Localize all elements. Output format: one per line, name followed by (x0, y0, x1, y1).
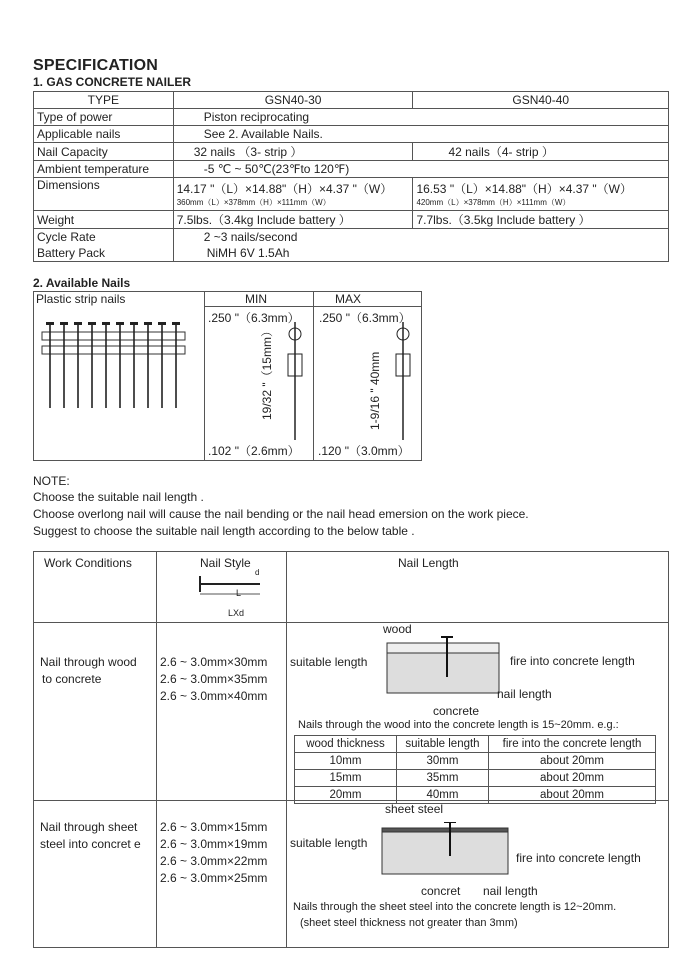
min-head-dim: .250 "（6.3mm） (208, 311, 300, 325)
strip-label: Plastic strip nails (36, 292, 126, 306)
page-title: SPECIFICATION (33, 57, 158, 74)
nail-style-d: d (255, 568, 260, 577)
wood-concrete-diagram (385, 635, 505, 695)
max-nail-icon (388, 322, 418, 442)
table-row (295, 736, 656, 753)
diagram-label-nail-length: nail length (483, 884, 538, 898)
nail-size: 2.6 ~ 3.0mm×25mm (160, 871, 268, 885)
table-cell: 7.5lbs.（3.4kg Include battery ） (173, 211, 413, 229)
table-row (34, 92, 669, 109)
table-cell: GSN40-30 (173, 92, 413, 109)
table-cell: 2 ~3 nails/second (173, 229, 668, 246)
table-row (34, 178, 669, 211)
section2-heading: 2. Available Nails (33, 276, 131, 290)
dim-metric: 360mm（L）×378mm（H）×111mm（W） (176, 198, 331, 207)
min-label: MIN (245, 292, 267, 306)
nail-style-l: L (236, 588, 242, 598)
table-cell: Dimensions (34, 178, 174, 211)
condition-wood-line2: to concrete (42, 672, 102, 686)
max-shank-dim: .120 "（3.0mm） (318, 444, 410, 458)
condition-wood-line1: Nail through wood (40, 655, 137, 669)
table-row (34, 143, 669, 161)
table-row (34, 245, 669, 262)
diagram-label-nail-length: nail length (497, 687, 552, 701)
table-row (34, 211, 669, 229)
table-cell: Cycle Rate (34, 229, 174, 246)
wood-caption: Nails through the wood into the concrete length is 15~20mm. e.g.: (298, 719, 619, 731)
spec-table (33, 91, 669, 262)
note-line: Choose the suitable nail length . (33, 490, 204, 504)
diagram-label-fire: fire into concrete length (510, 654, 635, 668)
nail-size: 2.6 ~ 3.0mm×19mm (160, 837, 268, 851)
min-shank-dim: .102 "（2.6mm） (208, 444, 300, 458)
diagram-label-suitable: suitable length (290, 655, 368, 669)
condition-sheet-line2: steel into concret e (40, 837, 141, 851)
table-cell: Battery Pack (34, 245, 174, 262)
table-cell: fire into the concrete length (489, 736, 656, 753)
min-nail-icon (280, 322, 310, 442)
diagram-label-fire: fire into concrete length (516, 851, 641, 865)
max-label: MAX (335, 292, 362, 306)
table-cell: 15mm (295, 770, 397, 787)
table-cell: See 2. Available Nails. (173, 126, 668, 143)
nail-size: 2.6 ~ 3.0mm×15mm (160, 820, 268, 834)
table-row (295, 787, 656, 804)
table-cell: Weight (34, 211, 174, 229)
diagram-label-concrete: concrete (433, 704, 480, 718)
diagram-label-concrete: concret (421, 884, 461, 898)
table-cell: wood thickness (295, 736, 397, 753)
table-cell: GSN40-40 (413, 92, 669, 109)
table-cell: about 20mm (489, 770, 656, 787)
table-cell: Piston reciprocating (173, 109, 668, 126)
table-cell: Type of power (34, 109, 174, 126)
table-cell: -5 ℃ ~ 50℃(23℉to 120℉) (173, 161, 668, 178)
table-cell: 35mm (397, 770, 489, 787)
nail-style-lxd: LXd (228, 608, 245, 618)
min-length-dim: 19/32 "（15mm） (260, 325, 274, 420)
wood-thickness-table (294, 735, 656, 804)
sheet-concrete-diagram (380, 822, 512, 878)
table-cell: suitable length (397, 736, 489, 753)
table-cell: 20mm (295, 787, 397, 804)
table-cell: Ambient temperature (34, 161, 174, 178)
table-row (34, 109, 669, 126)
note-heading: NOTE: (33, 474, 70, 488)
dim-imperial: 14.17 "（L）×14.88"（H）×4.37 "（W） (176, 182, 393, 196)
note-line: Suggest to choose the suitable nail length according to the below table . (33, 524, 415, 538)
table-cell: about 20mm (489, 787, 656, 804)
table-cell: 10mm (295, 753, 397, 770)
nail-strip-illustration (40, 320, 190, 415)
table-cell: Nail Capacity (34, 143, 174, 161)
col-header-nail-style: Nail Style (200, 556, 251, 570)
table-cell: NiMH 6V 1.5Ah (173, 245, 668, 262)
table-cell (173, 178, 413, 211)
max-head-dim: .250 "（6.3mm） (319, 311, 411, 325)
sheet-caption-line1: Nails through the sheet steel into the concrete length is 12~20mm. (293, 901, 617, 913)
table-cell: 7.7lbs.（3.5kg Include battery ） (413, 211, 669, 229)
table-row (34, 126, 669, 143)
condition-sheet-line1: Nail through sheet (40, 820, 138, 834)
max-length-dim: 1-9/16 " 40mm (368, 351, 382, 430)
nail-size: 2.6 ~ 3.0mm×40mm (160, 689, 268, 703)
diagram-label-sheet: sheet steel (385, 802, 444, 816)
section1-heading: 1. GAS CONCRETE NAILER (33, 75, 192, 89)
table-cell (413, 178, 669, 211)
diagram-label-suitable: suitable length (290, 836, 368, 850)
table-row (295, 770, 656, 787)
table-cell: Applicable nails (34, 126, 174, 143)
table-row (34, 161, 669, 178)
table-cell: TYPE (34, 92, 174, 109)
table-cell: 42 nails（4- strip ） (413, 143, 669, 161)
table-cell: 40mm (397, 787, 489, 804)
sheet-caption-line2: (sheet steel thickness not greater than 3mm) (300, 917, 518, 929)
table-row (34, 229, 669, 246)
nail-size: 2.6 ~ 3.0mm×22mm (160, 854, 268, 868)
note-line: Choose overlong nail will cause the nail bending or the nail head emersion on the work piece. (33, 507, 529, 521)
table-cell: 30mm (397, 753, 489, 770)
table-cell: about 20mm (489, 753, 656, 770)
table-cell: 32 nails （3- strip ） (173, 143, 413, 161)
col-header-conditions: Work Conditions (44, 556, 132, 570)
dim-metric: 420mm（L）×378mm（H）×111mm（W） (416, 198, 571, 207)
col-header-nail-length: Nail Length (398, 556, 459, 570)
dim-imperial: 16.53 "（L）×14.88"（H）×4.37 "（W） (416, 182, 632, 196)
nail-size: 2.6 ~ 3.0mm×35mm (160, 672, 268, 686)
nail-size: 2.6 ~ 3.0mm×30mm (160, 655, 268, 669)
diagram-label-wood: wood (383, 622, 412, 636)
table-row (295, 753, 656, 770)
